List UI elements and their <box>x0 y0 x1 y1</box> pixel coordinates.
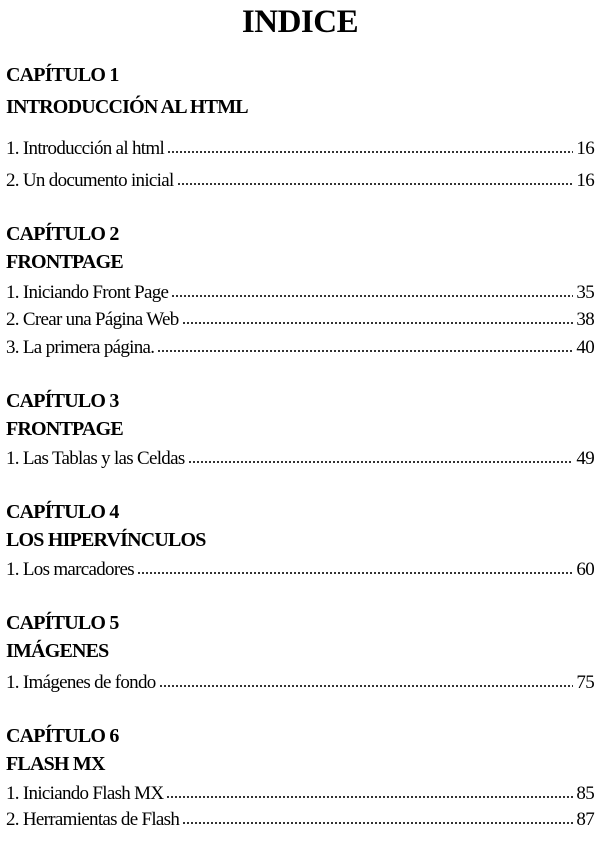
chapter-label: CAPÍTULO 6 <box>6 725 119 747</box>
toc-entry <box>6 446 594 471</box>
toc-entry <box>6 335 594 360</box>
toc-entry <box>6 280 594 305</box>
toc-entry <box>6 307 594 332</box>
toc-entry <box>6 168 594 193</box>
chapter-label: CAPÍTULO 4 <box>6 501 119 523</box>
chapter-label: CAPÍTULO 2 <box>6 223 119 245</box>
chapter-title: FRONTPAGE <box>6 418 123 440</box>
chapter-title: FLASH MX <box>6 753 105 775</box>
chapter-title: FRONTPAGE <box>6 251 123 273</box>
dot-leader <box>182 807 573 825</box>
toc-entry-text: 2. Un documento inicial <box>6 170 174 191</box>
toc-entry <box>6 136 594 161</box>
chapter-label: CAPÍTULO 1 <box>6 64 119 86</box>
dot-leader <box>171 280 573 298</box>
toc-entry-page: 16 <box>576 170 594 191</box>
toc-entry-page: 75 <box>576 672 594 693</box>
toc-entry-page: 40 <box>576 337 594 358</box>
toc-entry-page: 49 <box>576 448 594 469</box>
toc-entry-text: 1. Los marcadores <box>6 559 134 580</box>
toc-entry-text: 1. Iniciando Front Page <box>6 282 169 303</box>
toc-entry-page: 35 <box>576 282 594 303</box>
toc-entry-page: 38 <box>576 309 594 330</box>
chapter-label: CAPÍTULO 5 <box>6 612 119 634</box>
chapter-title: LOS HIPERVÍNCULOS <box>6 529 206 551</box>
chapter-title: INTRODUCCIÓN AL HTML <box>6 96 248 118</box>
toc-entry <box>6 557 594 582</box>
toc-entry-page: 60 <box>576 559 594 580</box>
dot-leader <box>182 307 574 325</box>
toc-entry <box>6 781 594 806</box>
toc-entry-text: 3. La primera página. <box>6 337 155 358</box>
toc-entry <box>6 670 594 695</box>
dot-leader <box>188 446 574 464</box>
dot-leader <box>177 168 574 186</box>
toc-entry-text: 2. Crear una Página Web <box>6 309 179 330</box>
chapter-label: CAPÍTULO 3 <box>6 390 119 412</box>
toc-entry-text: 1. Introducción al html <box>6 138 165 159</box>
toc-entry-text: 1. Imágenes de fondo <box>6 672 156 693</box>
page-title: INDICE <box>241 4 359 40</box>
dot-leader <box>159 670 574 688</box>
dot-leader <box>137 557 573 575</box>
toc-entry <box>6 807 594 832</box>
toc-entry-text: 1. Las Tablas y las Celdas <box>6 448 185 469</box>
dot-leader <box>167 136 573 154</box>
toc-entry-page: 85 <box>576 783 594 804</box>
toc-entry-text: 1. Iniciando Flash MX <box>6 783 164 804</box>
dot-leader <box>166 781 573 799</box>
toc-entry-page: 16 <box>576 138 594 159</box>
toc-entry-text: 2. Herramientas de Flash <box>6 809 180 830</box>
toc-entry-page: 87 <box>576 809 594 830</box>
chapter-title: IMÁGENES <box>6 640 109 662</box>
dot-leader <box>157 335 573 353</box>
